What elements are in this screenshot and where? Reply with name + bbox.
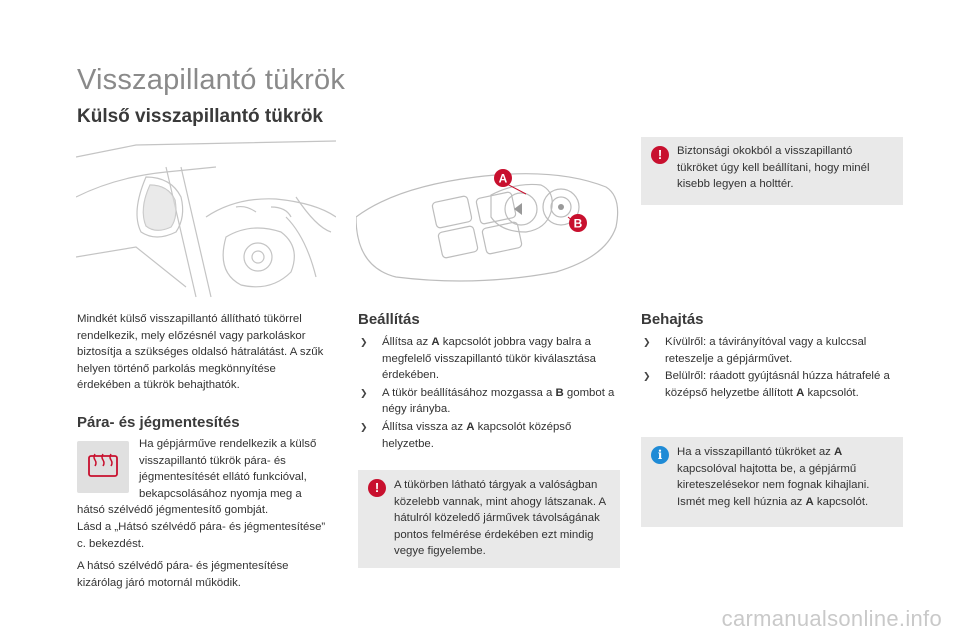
- watermark: carmanualsonline.info: [721, 606, 942, 631]
- warning-icon: !: [651, 146, 669, 164]
- bullet-icon: ❯: [643, 371, 651, 382]
- list-item: ❯ Állítsa vissza az A kapcsolót középső helyzetbe.: [360, 420, 572, 450]
- info-icon: i: [651, 446, 669, 464]
- defrost-text: [77, 436, 329, 591]
- intro-paragraph: Mindkét külső visszapillantó állítható tükörrel rendelkezik, mely előzésnél vagy parkoláskor biztosítja a szükséges oldalsó hátralátást. A szűk helyen történő parkolás megkönnyítése érdekében a tükrök behajthatók.: [77, 313, 324, 392]
- defrost-text-3: A hátsó szélvédő pára- és jégmentesítése kizárólag járó motornál működik.: [77, 560, 289, 589]
- fold-list: [641, 334, 905, 402]
- fold-info-box: [641, 437, 903, 527]
- mirror-distance-warning-text: A tükörben látható tárgyak a valóságban közelebb vannak, mint ahogy látszanak. A hátulról közeledő járművek távolságának pontos felmérése érdekében ezt mindig vegye figyelembe.: [394, 479, 606, 558]
- page-title: Visszapillantó tükrök: [77, 64, 346, 96]
- safety-warning-box: [641, 137, 903, 205]
- mirror-switch-illustration: [356, 137, 622, 303]
- switch-panel-drawing: [356, 137, 622, 303]
- safety-warning-text: Biztonsági okokból a visszapillantó tükröket úgy kell beállítani, hogy minél kisebb legyen a holttér.: [677, 145, 870, 191]
- list-item: ❯ Kívülről: a távirányítóval vagy a kulccsal reteszelje a gépjárművet.: [643, 336, 867, 365]
- mirror-distance-warning-box: [358, 470, 620, 568]
- callout-a-label: A: [498, 171, 508, 186]
- defrost-heading: Pára- és jégmentesítés: [77, 414, 240, 431]
- list-item: ❯ Belülről: ráadott gyújtásnál húzza hátrafelé a középső helyzetbe állított A kapcsolót.: [643, 370, 890, 399]
- fold-heading: Behajtás: [641, 311, 704, 328]
- bullet-icon: ❯: [360, 337, 368, 347]
- adjust-list: [358, 334, 620, 453]
- list-item: ❯ Állítsa az A kapcsolót jobbra vagy balra a megfelelő visszapillantó tükör kiválasztása érdekében.: [360, 336, 596, 382]
- bullet-icon: ❯: [643, 337, 651, 347]
- callout-b-label: B: [573, 216, 583, 231]
- fold-info-text: Ha a visszapillantó tükröket az A kapcsolóval hajtotta be, a gépjármű kireteszelésekor nem fognak kihajlani. Ismét meg kell húznia az A kapcsolót.: [677, 446, 870, 508]
- interior-drawing: [76, 137, 336, 303]
- mirror-interior-illustration: [76, 137, 336, 303]
- warning-icon: !: [368, 479, 386, 497]
- defrost-text-2: Lásd a „Hátsó szélvédő pára- és jégmentesítése” c. bekezdést.: [77, 520, 326, 550]
- section-title: Külső visszapillantó tükrök: [77, 106, 323, 127]
- adjust-heading: Beállítás: [358, 311, 420, 328]
- defrost-text-1: Ha gépjárműve rendelkezik a külső visszapillantó tükrök pára- és jégmentesítését ellátó funkcióval, bekapcsolásához nyomja meg a hátsó szélvédő jégmentesítő gombját.: [77, 438, 317, 517]
- bullet-icon: ❯: [360, 421, 368, 432]
- bullet-icon: ❯: [360, 387, 368, 398]
- list-item: ❯ A tükör beállításához mozgassa a B gombot a négy irányba.: [360, 386, 615, 416]
